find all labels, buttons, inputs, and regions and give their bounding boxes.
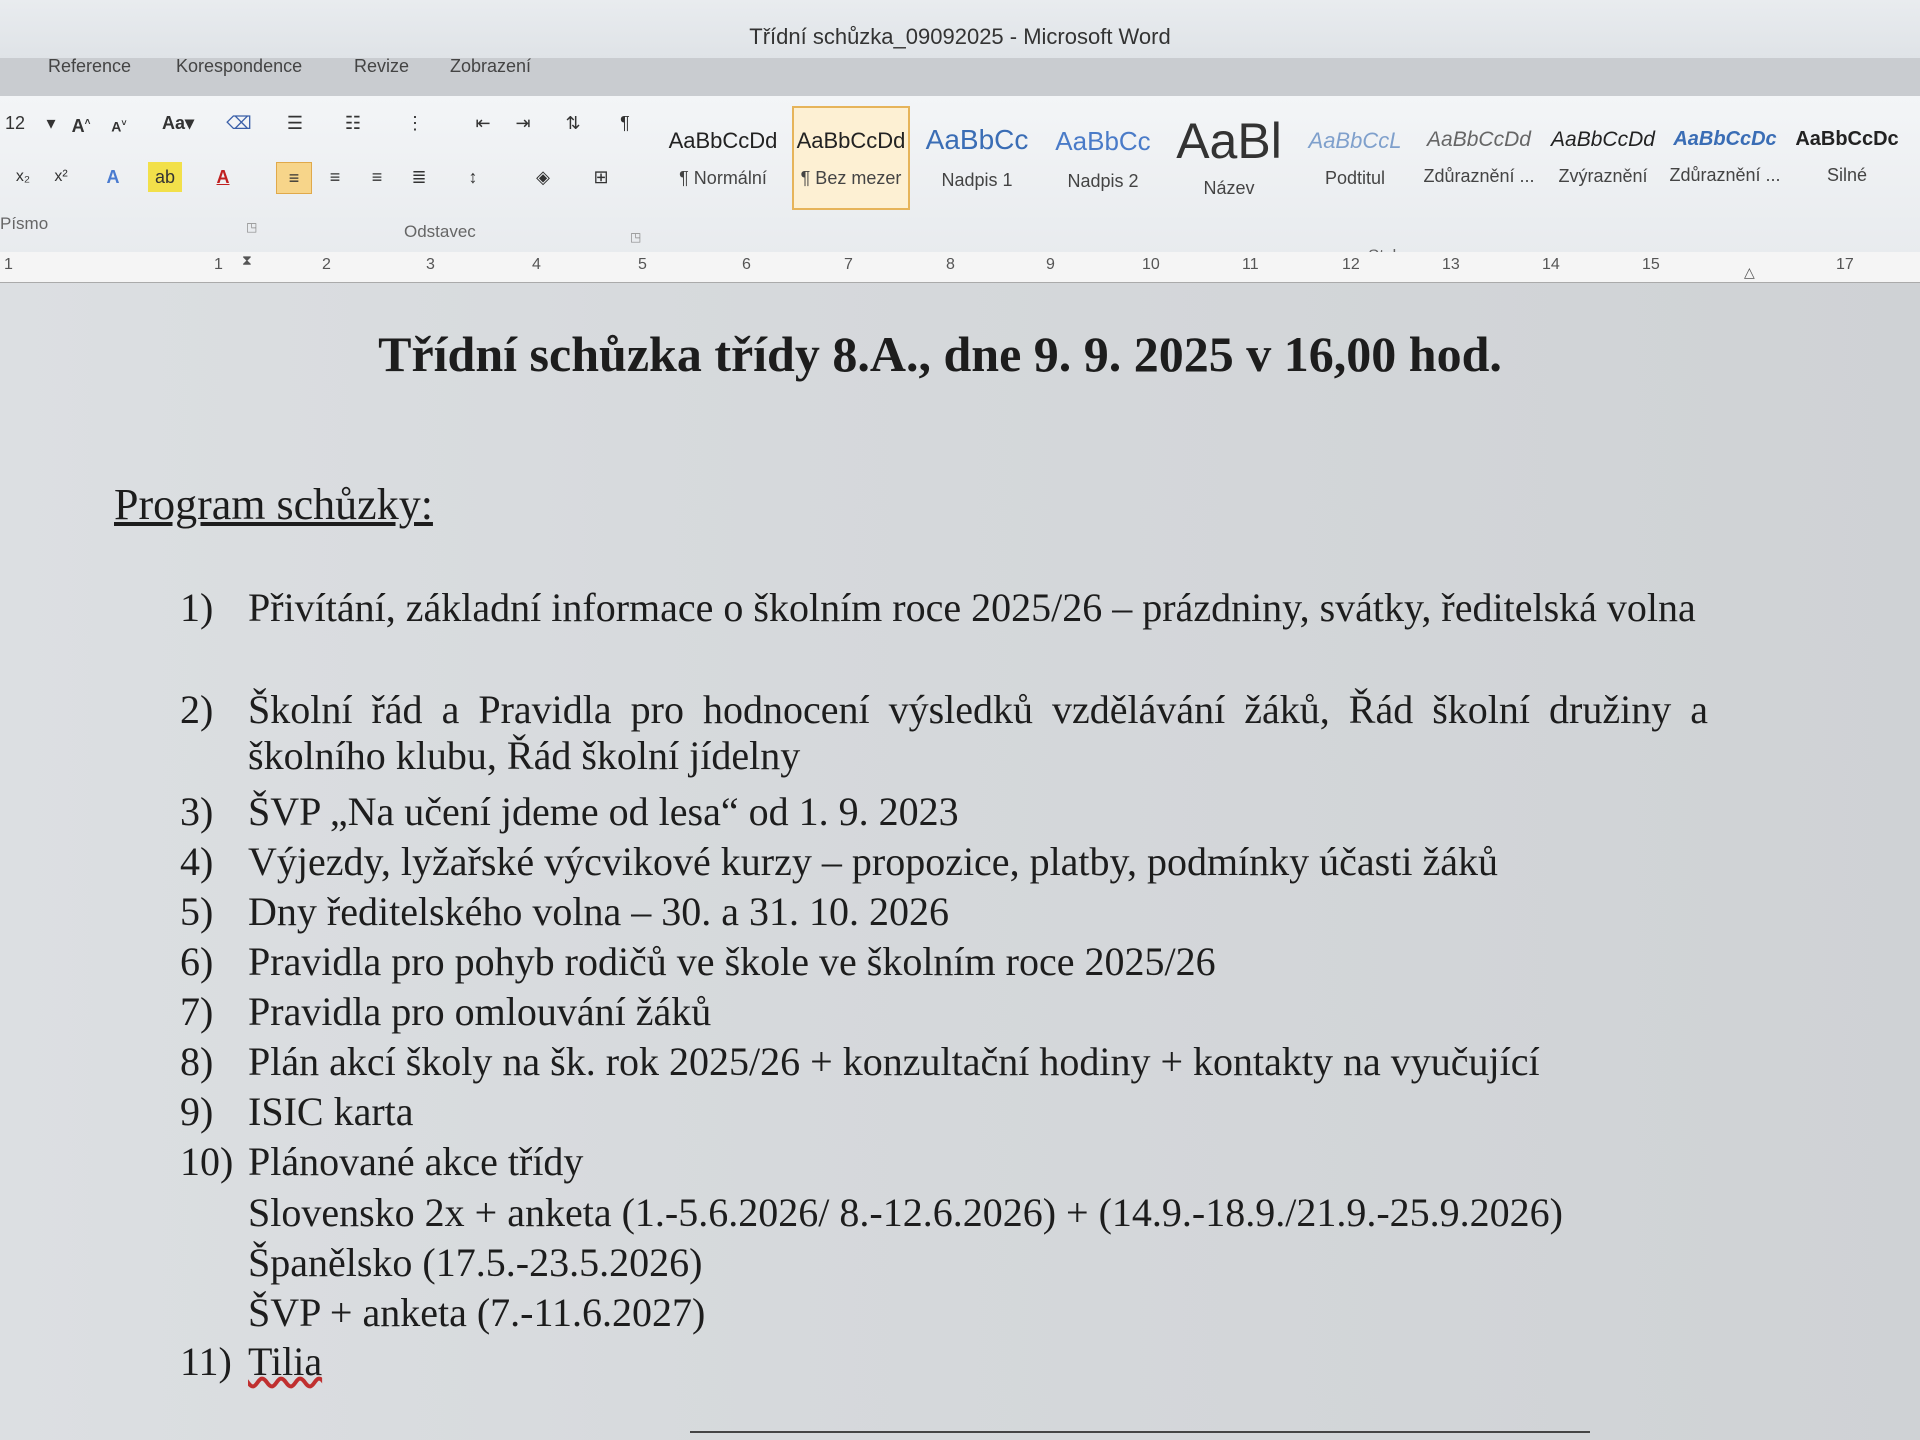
tab-reference[interactable]: Reference (48, 56, 132, 76)
shading-icon[interactable]: ◈ (536, 167, 550, 187)
superscript-icon[interactable]: x² (54, 168, 68, 185)
tab-korespondence[interactable]: Korespondence (176, 56, 303, 76)
style-sample: AaBl (1176, 113, 1282, 169)
grow-font-icon[interactable]: A˄ (71, 116, 91, 136)
item-text: ŠVP „Na učení jdeme od lesa“ od 1. 9. 2023 (248, 789, 959, 834)
ribbon (0, 96, 1920, 257)
style-name: Zdůraznění ... (1669, 165, 1781, 185)
right-indent-marker-icon[interactable]: △ (1744, 264, 1755, 280)
style-title[interactable] (1170, 106, 1288, 210)
indent-marker-icon[interactable]: ⧗ (242, 252, 252, 268)
ruler-number: 14 (1542, 256, 1560, 273)
clear-format-icon[interactable]: ⌫ (226, 113, 252, 133)
style-heading-1[interactable] (918, 106, 1036, 210)
style-subtitle[interactable] (1296, 106, 1414, 210)
ruler-number: 7 (844, 256, 853, 273)
pilcrow-icon[interactable]: ¶ (620, 113, 630, 133)
item-number: 11) (180, 1339, 232, 1384)
style-sample: AaBbCcDc (1795, 128, 1899, 150)
line-spacing-icon[interactable]: ↕ (468, 167, 478, 187)
group-label-font: Písmo (0, 214, 49, 233)
ruler-number: 5 (638, 256, 647, 273)
cut-off-text-line (690, 1431, 1590, 1433)
style-name: ¶ Normální (679, 168, 767, 188)
item-text: Výjezdy, lyžařské výcvikové kurzy – propozice, platby, podmínky účasti žáků (248, 839, 1498, 884)
style-intense-emphasis[interactable] (1666, 106, 1784, 210)
numbering-icon[interactable]: ☷ (344, 113, 362, 133)
style-sample: AaBbCcL (1308, 128, 1402, 153)
style-name: Podtitul (1324, 168, 1386, 188)
item-text: Tilia (248, 1339, 323, 1384)
style-subtle-emphasis[interactable] (1420, 106, 1538, 210)
item-text: Plán akcí školy na šk. rok 2025/26 + konzultační hodiny + kontakty na vyučující (248, 1039, 1540, 1084)
borders-icon[interactable]: ⊞ (593, 167, 609, 187)
ruler-number: 6 (742, 256, 751, 273)
ruler-number: 8 (946, 256, 955, 273)
item-number: 3) (180, 789, 214, 834)
item-text: Dny ředitelského volna – 30. a 31. 10. 2026 (248, 889, 949, 934)
item-number: 9) (180, 1089, 214, 1134)
item-number: 7) (180, 989, 214, 1034)
ruler-number: 11 (1242, 256, 1259, 273)
program-heading: Program schůzky: (114, 480, 433, 529)
subscript-icon[interactable]: x₂ (15, 168, 31, 185)
style-sample: AaBbCcDd (1551, 128, 1655, 151)
item-number: 1) (180, 585, 214, 630)
style-name: Zdůraznění ... (1423, 166, 1535, 186)
text-effects-icon[interactable]: A (106, 167, 120, 187)
item-text: Plánované akce třídy (248, 1139, 584, 1184)
highlight-icon[interactable]: ab (148, 162, 182, 192)
style-sample: AaBbCcDd (796, 128, 906, 153)
ruler-number: 2 (322, 256, 331, 273)
item-text: Pravidla pro pohyb rodičů ve škole ve školním roce 2025/26 (248, 939, 1216, 984)
font-size-dropdown-icon[interactable]: ▾ (46, 113, 56, 133)
sub-line: ŠVP + anketa (7.-11.6.2027) (248, 1290, 706, 1335)
item-number: 2) (180, 687, 214, 732)
item-number: 8) (180, 1039, 214, 1084)
style-name: Nadpis 2 (1067, 171, 1139, 191)
ruler-number: 17 (1836, 256, 1854, 273)
shrink-font-icon[interactable]: A˅ (111, 118, 127, 135)
item-number: 10) (180, 1139, 234, 1184)
change-case-icon[interactable]: Aa▾ (161, 113, 195, 133)
paragraph-dialog-launcher-icon[interactable]: ◳ (630, 230, 642, 244)
sub-line: Španělsko (17.5.-23.5.2026) (248, 1240, 703, 1285)
ruler-number: 10 (1142, 256, 1160, 273)
item-number: 4) (180, 839, 214, 884)
item-text: Školní řád a Pravidla pro hodnocení výsledků vzdělávání žáků, Řád školní družiny a školního klubu, Řád školní jídelny (248, 687, 1708, 778)
font-size-box[interactable]: 12 (4, 113, 26, 133)
multilevel-list-icon[interactable]: ⋮ (406, 113, 424, 133)
style-emphasis[interactable] (1544, 106, 1662, 210)
window-title: Třídní schůzka_09092025 - Microsoft Word (749, 24, 1171, 49)
style-sample: AaBbCcDd (1427, 128, 1531, 151)
style-name: Silné (1826, 165, 1868, 185)
style-name: Zvýraznění (1558, 166, 1648, 186)
decrease-indent-icon[interactable]: ⇤ (475, 113, 491, 133)
align-right-icon[interactable]: ≡ (371, 167, 383, 187)
ribbon-tabs (0, 44, 1920, 96)
ruler-number: 1 (214, 256, 223, 273)
style-normal[interactable] (664, 106, 782, 210)
increase-indent-icon[interactable]: ⇥ (515, 113, 531, 133)
ruler-number: 9 (1046, 256, 1055, 273)
style-heading-2[interactable] (1044, 106, 1162, 210)
item-number: 6) (180, 939, 214, 984)
style-sample: AaBbCcDd (668, 128, 778, 153)
style-sample: AaBbCc (925, 124, 1029, 155)
item-text: Přivítání, základní informace o školním roce 2025/26 – prázdniny, svátky, ředitelská volna (248, 585, 1696, 630)
justify-icon[interactable]: ≣ (411, 167, 427, 187)
sub-line: Slovensko 2x + anketa (1.-5.6.2026/ 8.-12.6.2026) + (14.9.-18.9./21.9.-25.9.2026) (248, 1190, 1563, 1235)
item-number: 5) (180, 889, 214, 934)
style-name: ¶ Bez mezer (800, 168, 902, 188)
item-text: ISIC karta (248, 1089, 414, 1134)
horizontal-ruler[interactable] (0, 252, 1920, 283)
sort-icon[interactable]: ⇅ (565, 113, 581, 133)
tab-revize[interactable]: Revize (354, 56, 410, 76)
style-sample: AaBbCc (1055, 126, 1151, 156)
item-text: Pravidla pro omlouvání žáků (248, 989, 712, 1034)
group-label-paragraph: Odstavec (404, 222, 476, 241)
style-strong[interactable] (1788, 106, 1906, 210)
ruler-number: 13 (1442, 256, 1460, 273)
style-sample: AaBbCcDc (1673, 128, 1777, 150)
bullets-icon[interactable]: ☰ (286, 113, 304, 133)
style-name: Nadpis 1 (941, 170, 1013, 190)
font-color-icon[interactable]: A (216, 167, 230, 187)
ruler-number: 3 (426, 256, 435, 273)
ruler-number: 4 (532, 256, 541, 273)
tab-zobrazeni[interactable]: Zobrazení (450, 56, 532, 76)
document-page[interactable] (0, 283, 1920, 1440)
style-no-spacing[interactable] (792, 106, 910, 210)
align-left-icon[interactable]: ≡ (276, 162, 312, 194)
document-title: Třídní schůzka třídy 8.A., dne 9. 9. 2025 v 16,00 hod. (378, 326, 1502, 382)
ruler-number: 12 (1342, 256, 1360, 273)
align-center-icon[interactable]: ≡ (329, 167, 341, 187)
ruler-number: 1 (4, 256, 13, 273)
ruler-number: 15 (1642, 256, 1660, 273)
font-dialog-launcher-icon[interactable]: ◳ (246, 220, 258, 234)
style-name: Název (1203, 178, 1255, 198)
